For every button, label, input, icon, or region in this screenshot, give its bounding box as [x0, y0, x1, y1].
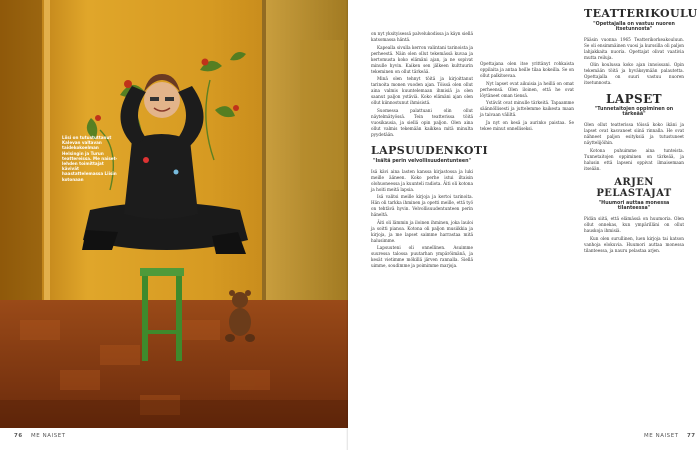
paragraph: Suomessa palattuani olin ollut näytelmätyössä. Tein teatterissa töitä vuosikausia, ja siellä opin paljon. Olen aina ollut valmis tekemään kaikkea mitä minulta pyydetään.	[371, 107, 473, 137]
section-title-arjen-pelastajat: ARJEN PELASTAJAT	[596, 177, 672, 199]
paragraph: Kotona puhuimme aina tunteista. Tunnetaitojen oppiminen on tärkeää, ja halusin että lapseni oppivat ilmaisemaan itseään.	[584, 147, 684, 171]
folio-right	[644, 433, 696, 439]
magazine-name-left: ME NAISET	[31, 433, 66, 439]
paragraph: Ystävät ovat minulle tärkeitä. Tapaamme säännöllisesti ja juttelemme kaikesta maan ja taivaan väliltä.	[480, 100, 574, 117]
magazine-name-right: ME NAISET	[644, 433, 679, 439]
paragraph: Minä olen tehnyt töitä ja kirjoittanut tarinoita monen vuoden ajan. Töissä olen ollut aina valmis kuuntelemaan ihmisiä ja olen saanut paljon ystäviä. Koko elämäni ajan olen ollut kiinnostunut ihmisistä.	[371, 76, 473, 105]
section-subtitle: "Tunnetaitojen oppiminen on tärkeää"	[594, 107, 674, 118]
paragraph: Lapsuuteni oli onnellinen. Asuimme suuressa talossa puutarhan ympäröimänä, ja kesät vietimme mökillä järven rannalla. Siellä uimme, soudimme ja poimimme marjoja.	[371, 245, 473, 269]
folio-left	[14, 433, 66, 439]
text-column-2	[480, 61, 574, 391]
paragraph: Äiti oli lämmin ja iloinen ihminen, joka lauloi ja soitti pianoa. Kotona oli paljon musiikkia ja kirjoja, ja me lapset saimme harrastaa mitä halusimme.	[371, 219, 473, 243]
section-subtitle: "Opettajalla on vastuu nuoren itsetunnosta"	[593, 21, 675, 32]
photo-caption: Liisi on tutustuttanut Kalevan valtavan taidekokoelman Helsingin ja Turun teattereissa. Me naiset-lehden toimittajat kävivät haastattelemassa Liisin kotonaan	[62, 135, 118, 182]
section-title-teatterikoulu: TEATTERIKOULU	[584, 7, 698, 20]
photo-illustration	[0, 0, 350, 428]
paragraph: Olin koulussa koko ajan innoissani. Opin tekemään töitä ja hyväksymään palautetta. Opettajalla on suuri vastuu nuoren itsetunnosta.	[584, 62, 684, 86]
section-title-lapset: LAPSET	[606, 91, 662, 106]
paragraph: Olen ollut teatterissa töissä koko ikäni ja lapset ovat kasvaneet siinä rinnalla. He ovat nähneet paljon esityksiä ja tutustuneet näyttelijöihin.	[584, 122, 684, 146]
section-subtitle: "Huumori auttaa monessa tilanteessa"	[598, 201, 670, 212]
paragraph: Isä valitsi meille kirjoja ja kertoi tarinoita. Hän oli tarkka ihminen ja opetti meille, että työ on tehtävä hyvin. Velvollisuudentunteen perin häneltä.	[371, 194, 473, 218]
paragraph: Pidän siitä, että elämässä on huumoria. Olen ollut onnekas, kun ympärilläni on ollut hauskoja ihmisiä.	[584, 216, 684, 234]
paragraph: Pääsin vuonna 1965 Teatterikorkeakouluun. Se oli ensimmäinen vuosi ja kurssilla oli paljon lahjakkaita nuoria. Opettajat olivat vaativia mutta reiluja.	[584, 36, 684, 60]
paragraph: Nyt lapset ovat aikuisia ja heillä on omat perheensä. Olen iloinen, että he ovat löytäneet oman tiensä.	[480, 80, 574, 98]
section-subtitle: "Isältä perin velvollisuudentunteen"	[372, 158, 471, 164]
paragraph: Opettajana olen itse yrittänyt rohkaista oppilaita ja antaa heille tilaa kokeilla. Se on ollut palkitsevaa.	[480, 61, 574, 78]
paragraph: on nyt yksityisessä palvelukodissa ja käyn siellä katsomassa häntä.	[371, 31, 473, 42]
portrait-photo	[0, 0, 350, 428]
paragraph: Ja nyt on kesä ja aurinko paistaa. Se tekee minut onnelliseksi.	[480, 119, 574, 131]
paragraph: Kapealla sivulla kerron valintani tarinoista ja perheestä. Näin olen ollut tekemässä kuvaa ja kertomusta koko elämäni ajan, ja ne sopivat minulle hyvin. Kaiken sen jälkeen kulttuurin tekeminen on ollut tärkeää.	[371, 44, 473, 74]
left-page	[0, 0, 348, 450]
section-title-lapsuudenkoti: LAPSUUDENKOTI	[371, 144, 489, 157]
paragraph: Isä kävi aina lasten kanssa kirjastossa ja luki meille ääneen. Koko perhe istui iltaisin olohuoneessa ja kuunteli radiota. Äiti oli kotona ja hoiti meitä lapsia.	[371, 168, 473, 192]
text-column-3	[584, 7, 698, 428]
page-number-left: 76	[14, 433, 23, 439]
paragraph: Kun olen surullinen, luen kirjoja tai katson vanhoja elokuvia. Huumori auttaa monessa tilanteessa, ja nauru pelastaa arjen.	[584, 235, 684, 253]
text-column-1	[371, 31, 489, 423]
page-number-right: 77	[686, 433, 696, 439]
